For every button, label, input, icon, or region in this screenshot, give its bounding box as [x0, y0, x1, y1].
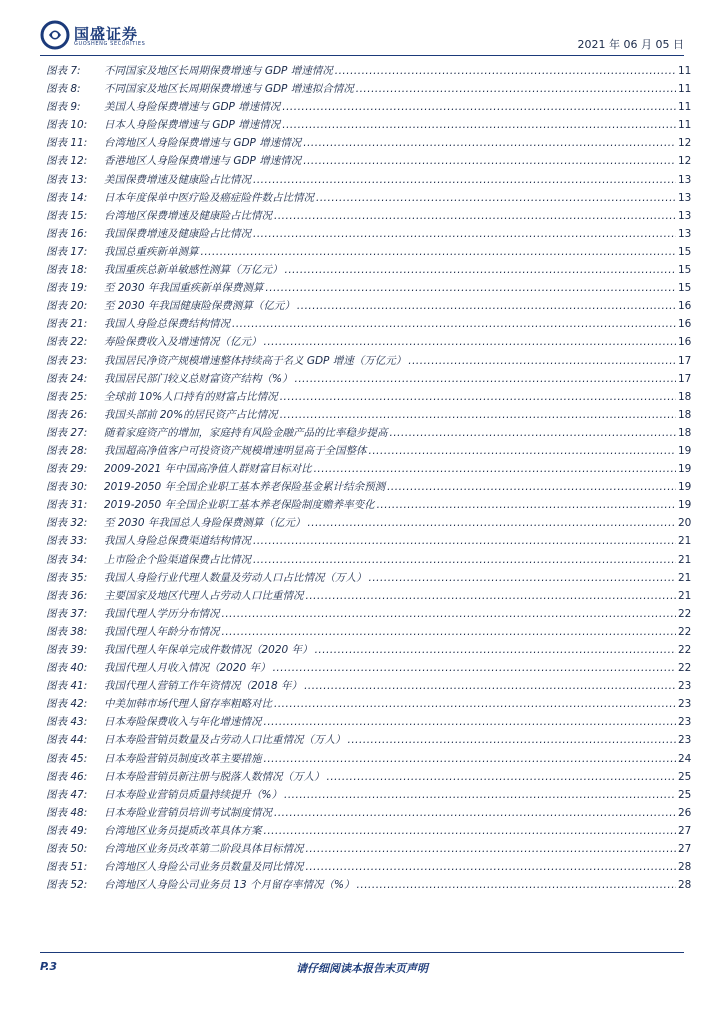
toc-entry-number: 图表 11:	[46, 137, 88, 150]
toc-entry-number: 图表 10:	[46, 119, 88, 132]
toc-entry-page: 22	[678, 607, 692, 620]
toc-entry-page: 28	[678, 879, 692, 892]
toc-entry-title: 上市险企个险渠道保费占比情况	[104, 553, 251, 566]
toc-entry-number: 图表 20:	[46, 300, 88, 313]
toc-entry-title: 中美加韩市场代理人留存率粗略对比	[104, 698, 272, 711]
logo-name: 国盛证券	[74, 25, 139, 43]
toc-entry-title: 我国头部前 20%的居民资产占比情况	[104, 408, 278, 421]
toc-entry-title: 美国保费增速及健康险占比情况	[104, 173, 251, 186]
toc-leader-dots	[369, 569, 677, 587]
toc-leader-dots	[285, 261, 677, 279]
toc-entry-number: 图表 16:	[46, 227, 88, 240]
toc-entry-title: 2019-2050 年全国企业职工基本养老保险基金累计结余预测	[104, 481, 386, 494]
toc-entry-page: 12	[678, 137, 692, 150]
toc-entry-number: 图表 49:	[46, 824, 88, 837]
toc-entry-title: 全球前 10%人口持有的财富占比情况	[104, 390, 278, 403]
toc-leader-dots	[264, 822, 677, 840]
toc-entry-page: 23	[678, 698, 692, 711]
toc-entry-number: 图表 29:	[46, 463, 88, 476]
toc-entry-title: 寿险保费收入及增速情况（亿元）	[104, 336, 262, 349]
toc-leader-dots	[387, 478, 676, 496]
toc-leader-dots	[297, 297, 676, 315]
toc-leader-dots	[306, 587, 677, 605]
toc-entry[interactable]	[46, 768, 690, 786]
toc-entry-number: 图表 8:	[46, 83, 81, 96]
table-of-figures	[46, 62, 690, 894]
toc-entry-title: 我国代理人学历分布情况	[104, 607, 220, 620]
toc-entry-page: 25	[678, 788, 692, 801]
toc-entry-page: 11	[678, 119, 692, 132]
toc-entry-title: 日本年度保单中医疗险及癌症险件数占比情况	[104, 191, 314, 204]
toc-entry[interactable]	[46, 804, 690, 822]
toc-leader-dots	[274, 695, 676, 713]
toc-entry-number: 图表 36:	[46, 589, 88, 602]
toc-entry-title: 日本寿险营销员制度改革主要措施	[104, 752, 262, 765]
toc-entry-number: 图表 7:	[46, 65, 81, 77]
toc-entry-title: 至 2030 年我国健康险保费测算（亿元）	[104, 300, 295, 313]
toc-leader-dots	[316, 189, 676, 207]
toc-entry[interactable]	[46, 62, 690, 80]
toc-entry-title: 2019-2050 年全国企业职工基本养老保险制度赡养率变化	[104, 499, 375, 512]
toc-leader-dots	[282, 98, 676, 116]
toc-entry-number: 图表 34:	[46, 553, 88, 566]
toc-entry-page: 28	[678, 861, 692, 874]
toc-entry-number: 图表 39:	[46, 644, 88, 656]
toc-entry[interactable]	[46, 858, 690, 876]
toc-leader-dots	[306, 858, 677, 876]
toc-entry-page: 21	[678, 553, 692, 566]
toc-leader-dots	[357, 876, 676, 894]
toc-leader-dots	[264, 750, 677, 768]
toc-entry-number: 图表 26:	[46, 408, 88, 421]
toc-entry-number: 图表 44:	[46, 734, 88, 747]
toc-entry-number: 图表 23:	[46, 354, 88, 367]
toc-entry-title: 我国超高净值客户可投资资产规模增速明显高于全国整体	[104, 444, 367, 457]
toc-entry-page: 12	[678, 155, 692, 168]
toc-entry[interactable]	[46, 98, 690, 116]
toc-entry-title: 我国居民部门较义总财富资产结构（%）	[104, 372, 293, 385]
toc-entry-number: 图表 31:	[46, 499, 88, 512]
toc-entry-title: 日本寿险业营销员培训考试制度情况	[104, 806, 272, 819]
toc-entry-page: 16	[678, 300, 692, 313]
toc-leader-dots	[201, 243, 677, 261]
toc-leader-dots	[222, 605, 677, 623]
toc-leader-dots	[315, 641, 676, 659]
toc-entry[interactable]	[46, 731, 690, 749]
toc-entry-page: 21	[678, 571, 692, 584]
toc-entry-title: 我国总重疾新单测算	[104, 245, 199, 258]
toc-entry[interactable]	[46, 315, 690, 333]
toc-entry[interactable]	[46, 261, 690, 279]
toc-entry[interactable]	[46, 641, 690, 659]
toc-leader-dots	[273, 659, 676, 677]
toc-leader-dots	[282, 116, 676, 134]
toc-entry-number: 图表 38:	[46, 625, 88, 638]
toc-entry[interactable]	[46, 352, 690, 370]
toc-entry-title: 香港地区人身险保费增速与 GDP 增速情况	[104, 155, 302, 168]
toc-entry[interactable]	[46, 532, 690, 550]
toc-entry-title: 台湾地区业务员改革第二阶段具体目标情况	[104, 843, 304, 856]
toc-entry-title: 我国代理人年龄分布情况	[104, 625, 220, 638]
toc-leader-dots	[314, 460, 676, 478]
header-divider	[40, 55, 684, 56]
toc-leader-dots	[253, 551, 676, 569]
toc-leader-dots	[303, 152, 676, 170]
toc-entry[interactable]	[46, 207, 690, 225]
toc-entry[interactable]	[46, 514, 690, 532]
toc-entry-page: 22	[678, 625, 692, 638]
toc-entry-page: 17	[678, 354, 692, 367]
toc-entry-page: 21	[678, 535, 692, 548]
toc-entry[interactable]	[46, 442, 690, 460]
toc-entry-title: 日本寿险营销员新注册与脱落人数情况（万人）	[104, 770, 325, 783]
toc-entry-title: 我国代理人年保单完成件数情况（2020 年）	[104, 644, 313, 656]
toc-entry-page: 19	[678, 444, 692, 457]
toc-leader-dots	[284, 786, 676, 804]
toc-leader-dots	[304, 677, 676, 695]
toc-entry[interactable]	[46, 569, 690, 587]
toc-entry-page: 25	[678, 770, 692, 783]
toc-entry-number: 图表 47:	[46, 788, 88, 801]
toc-entry-page: 23	[678, 734, 692, 747]
toc-leader-dots	[307, 514, 676, 532]
toc-entry-page: 15	[678, 264, 692, 277]
toc-entry-page: 13	[678, 209, 692, 222]
toc-entry[interactable]	[46, 189, 690, 207]
toc-entry-title: 至 2030 年我国重疾新单保费测算	[104, 282, 264, 295]
toc-entry-number: 图表 15:	[46, 209, 88, 222]
toc-entry-number: 图表 24:	[46, 372, 88, 385]
toc-entry-title: 我国重疾总新单敏感性测算（万亿元）	[104, 264, 283, 277]
toc-leader-dots	[348, 731, 677, 749]
toc-entry-page: 26	[678, 806, 692, 819]
toc-leader-dots	[280, 406, 676, 424]
toc-entry-title: 日本寿险保费收入与年化增速情况	[104, 716, 262, 729]
toc-entry-page: 19	[678, 481, 692, 494]
toc-entry-number: 图表 37:	[46, 607, 88, 620]
toc-entry-number: 图表 32:	[46, 517, 88, 530]
toc-entry-page: 22	[678, 662, 692, 675]
toc-leader-dots	[390, 424, 677, 442]
toc-entry[interactable]	[46, 333, 690, 351]
toc-entry-page: 11	[678, 65, 692, 77]
toc-entry[interactable]	[46, 659, 690, 677]
toc-entry[interactable]	[46, 695, 690, 713]
toc-entry-title: 日本寿险业营销员质量持续提升（%）	[104, 788, 282, 801]
toc-leader-dots	[303, 134, 676, 152]
toc-entry-title: 不同国家及地区长周期保费增速与 GDP 增速拟合情况	[104, 83, 354, 96]
toc-leader-dots	[264, 333, 677, 351]
toc-leader-dots	[356, 80, 676, 98]
toc-entry-title: 我国代理人月收入情况（2020 年）	[104, 662, 271, 675]
toc-entry-page: 11	[678, 101, 692, 114]
toc-entry-number: 图表 48:	[46, 806, 88, 819]
toc-entry[interactable]	[46, 406, 690, 424]
toc-entry-number: 图表 51:	[46, 861, 88, 874]
toc-entry[interactable]	[46, 750, 690, 768]
toc-entry-page: 18	[678, 426, 692, 439]
toc-entry[interactable]	[46, 152, 690, 170]
toc-entry-page: 16	[678, 318, 692, 331]
toc-leader-dots	[408, 352, 676, 370]
toc-entry-number: 图表 42:	[46, 698, 88, 711]
report-date: 2021 年 06 月 05 日	[577, 38, 684, 51]
toc-entry-title: 主要国家及地区代理人占劳动人口比重情况	[104, 589, 304, 602]
toc-entry-title: 我国人身险总保费结构情况	[104, 318, 230, 331]
toc-entry[interactable]	[46, 822, 690, 840]
toc-entry[interactable]	[46, 225, 690, 243]
toc-leader-dots	[253, 225, 676, 243]
footer-divider	[40, 952, 684, 953]
toc-entry[interactable]	[46, 424, 690, 442]
toc-entry-number: 图表 18:	[46, 264, 88, 277]
toc-entry-number: 图表 19:	[46, 282, 88, 295]
toc-entry-title: 至 2030 年我国总人身险保费测算（亿元）	[104, 517, 306, 530]
toc-entry-title: 我国人身险行业代理人数量及劳动人口占比情况（万人）	[104, 571, 367, 584]
toc-entry[interactable]	[46, 134, 690, 152]
toc-entry-number: 图表 14:	[46, 191, 88, 204]
toc-leader-dots	[306, 840, 677, 858]
toc-entry-title: 我国代理人营销工作年资情况（2018 年）	[104, 680, 303, 693]
toc-entry-page: 13	[678, 191, 692, 204]
toc-entry-page: 23	[678, 680, 692, 693]
toc-entry[interactable]	[46, 587, 690, 605]
toc-entry-number: 图表 33:	[46, 535, 88, 548]
toc-entry-title: 我国人身险总保费渠道结构情况	[104, 535, 251, 548]
toc-entry[interactable]	[46, 80, 690, 98]
toc-leader-dots	[265, 279, 676, 297]
toc-leader-dots	[294, 370, 676, 388]
toc-entry-number: 图表 9:	[46, 101, 81, 114]
disclaimer-note: 请仔细阅读本报告末页声明	[296, 962, 428, 975]
toc-entry-title: 日本寿险营销员数量及占劳动人口比重情况（万人）	[104, 734, 346, 747]
toc-entry-title: 台湾地区人身险公司业务员数量及同比情况	[104, 861, 304, 874]
toc-entry-page: 16	[678, 336, 692, 349]
toc-entry-page: 13	[678, 227, 692, 240]
toc-leader-dots	[327, 768, 677, 786]
toc-entry[interactable]	[46, 116, 690, 134]
company-logo	[40, 20, 170, 50]
toc-entry-page: 27	[678, 824, 692, 837]
toc-entry-number: 图表 27:	[46, 426, 88, 439]
toc-entry-page: 18	[678, 408, 692, 421]
toc-entry-number: 图表 45:	[46, 752, 88, 765]
toc-entry-title: 台湾地区业务员提质改革具体方案	[104, 824, 262, 837]
toc-entry-page: 15	[678, 282, 692, 295]
toc-entry-number: 图表 41:	[46, 680, 88, 693]
toc-entry-title: 随着家庭资产的增加，家庭持有风险金融产品的比率稳步提高	[104, 426, 388, 439]
toc-entry-title: 日本人身险保费增速与 GDP 增速情况	[104, 119, 281, 132]
toc-entry-number: 图表 43:	[46, 716, 88, 729]
toc-entry-title: 不同国家及地区长周期保费增速与 GDP 增速情况	[104, 65, 333, 77]
toc-entry[interactable]	[46, 713, 690, 731]
toc-entry-number: 图表 28:	[46, 444, 88, 457]
toc-entry-page: 15	[678, 245, 692, 258]
toc-entry[interactable]	[46, 786, 690, 804]
toc-entry[interactable]	[46, 840, 690, 858]
toc-entry-number: 图表 12:	[46, 155, 88, 168]
toc-leader-dots	[274, 207, 676, 225]
toc-entry-title: 2009-2021 年中国高净值人群财富目标对比	[104, 463, 312, 476]
logo-icon	[40, 20, 70, 50]
toc-entry[interactable]	[46, 171, 690, 189]
toc-entry-title: 台湾地区人身险保费增速与 GDP 增速情况	[104, 137, 302, 150]
toc-entry-page: 13	[678, 173, 692, 186]
toc-entry-number: 图表 30:	[46, 481, 88, 494]
toc-entry-page: 23	[678, 716, 692, 729]
toc-leader-dots	[274, 804, 676, 822]
toc-entry-title: 台湾地区人身险公司业务员 13 个月留存率情况（%）	[104, 879, 355, 892]
toc-entry-page: 20	[678, 517, 692, 530]
toc-entry[interactable]	[46, 478, 690, 496]
toc-leader-dots	[253, 171, 676, 189]
toc-entry[interactable]	[46, 623, 690, 641]
toc-entry-number: 图表 17:	[46, 245, 88, 258]
toc-entry[interactable]	[46, 388, 690, 406]
toc-entry-title: 美国人身险保费增速与 GDP 增速情况	[104, 101, 281, 114]
toc-entry[interactable]	[46, 279, 690, 297]
toc-leader-dots	[232, 315, 676, 333]
toc-entry-page: 19	[678, 463, 692, 476]
toc-entry-number: 图表 50:	[46, 843, 88, 856]
toc-leader-dots	[264, 713, 677, 731]
toc-entry-page: 18	[678, 390, 692, 403]
toc-leader-dots	[253, 532, 676, 550]
toc-entry-page: 11	[678, 83, 692, 96]
toc-leader-dots	[377, 496, 676, 514]
logo-subtitle: GUOSHENG SECURITIES	[74, 41, 146, 47]
toc-entry-number: 图表 46:	[46, 770, 88, 783]
toc-entry[interactable]	[46, 551, 690, 569]
toc-entry-title: 台湾地区保费增速及健康险占比情况	[104, 209, 272, 222]
toc-entry-title: 我国保费增速及健康险占比情况	[104, 227, 251, 240]
toc-entry[interactable]	[46, 496, 690, 514]
toc-entry-page: 27	[678, 843, 692, 856]
toc-leader-dots	[335, 62, 676, 80]
toc-leader-dots	[369, 442, 677, 460]
toc-entry-page: 21	[678, 589, 692, 602]
toc-entry[interactable]	[46, 460, 690, 478]
toc-entry-number: 图表 25:	[46, 390, 88, 403]
page-header	[0, 0, 724, 60]
toc-entry[interactable]	[46, 370, 690, 388]
toc-leader-dots	[280, 388, 676, 406]
toc-entry-number: 图表 21:	[46, 318, 88, 331]
toc-entry-number: 图表 52:	[46, 879, 88, 892]
page-number: P.3	[40, 960, 58, 973]
toc-entry-number: 图表 13:	[46, 173, 88, 186]
toc-entry-number: 图表 22:	[46, 336, 88, 349]
toc-leader-dots	[222, 623, 677, 641]
toc-entry[interactable]	[46, 243, 690, 261]
toc-entry-page: 19	[678, 499, 692, 512]
toc-entry-number: 图表 35:	[46, 571, 88, 584]
toc-entry-number: 图表 40:	[46, 662, 88, 675]
toc-entry[interactable]	[46, 605, 690, 623]
toc-entry-page: 24	[678, 752, 692, 765]
toc-entry[interactable]	[46, 297, 690, 315]
toc-entry-page: 22	[678, 644, 692, 656]
toc-entry-page: 17	[678, 372, 692, 385]
toc-entry[interactable]	[46, 677, 690, 695]
toc-entry[interactable]	[46, 876, 690, 894]
toc-entry-title: 我国居民净资产规模增速整体持续高于名义 GDP 增速（万亿元）	[104, 354, 407, 367]
